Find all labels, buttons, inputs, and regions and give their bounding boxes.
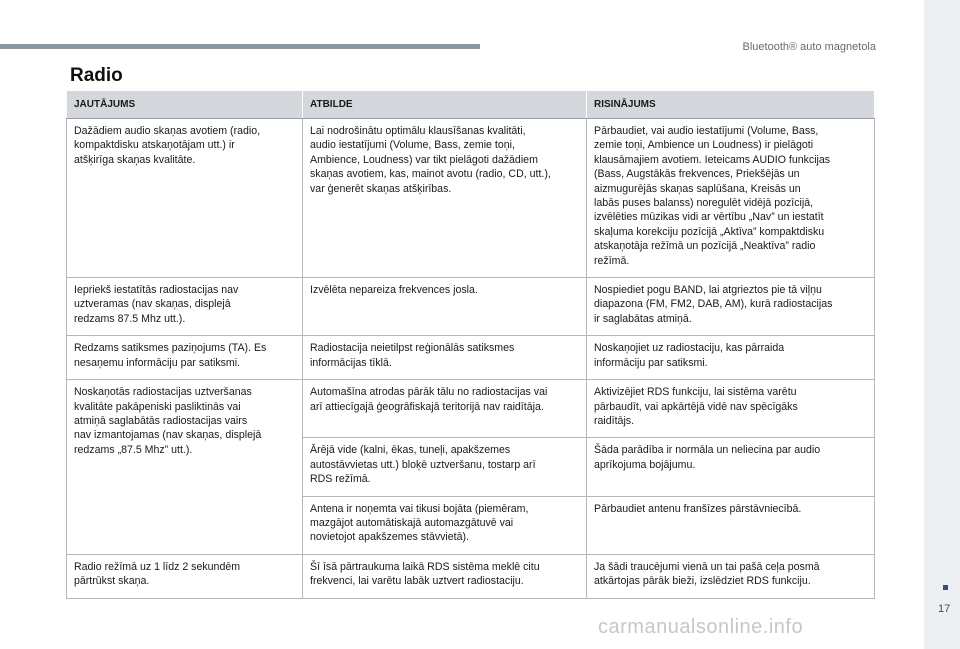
page-marker-dot — [943, 585, 948, 590]
solution-cell: Noskaņojiet uz radiostaciju, kas pārraida informāciju par satiksmi. — [587, 336, 875, 380]
question-cell: Noskaņotās radiostacijas uztveršanas kvalitāte pakāpeniski pasliktinās vai atmiņā saglabātās radiostacijas vairs nav izmantojamas (nav skaņas, displejā redzams „87.5 Mhz” utt.). — [67, 380, 303, 555]
column-header-solution: RISINĀJUMS — [587, 91, 875, 119]
column-header-question: JAUTĀJUMS — [67, 91, 303, 119]
answer-cell: Antena ir noņemta vai tikusi bojāta (piemēram, mazgājot automātiskajā automazgātuvē vai novietojot apakšzemes stāvvietā). — [303, 496, 587, 554]
question-cell: Iepriekš iestatītās radiostacijas nav uztveramas (nav skaņas, displejā redzams 87.5 Mhz utt.). — [67, 278, 303, 336]
solution-cell: Aktivizējiet RDS funkciju, lai sistēma varētu pārbaudīt, vai apkārtējā vidē nav spēcīgāks raidītājs. — [587, 380, 875, 438]
solution-cell: Pārbaudiet, vai audio iestatījumi (Volume, Bass, zemie toņi, Ambience un Loudness) ir pielāgoti klausāmajiem avotiem. Ieteicams AUDIO funkcijas (Bass, Augstākās frekvences, Priekšējās un aizmugurējās skaņas saplūšana, Kreisās un labās puses balanss) noregulēt vidējā pozīcijā, izvēlēties mūzikas vidi ar vērtību „Nav” un iestatīt skaļuma korekciju pozīcijā „Aktīva” kompaktdisku atskaņotāja režīmā un pozīcijā „Neaktīva” radio režīmā. — [587, 119, 875, 278]
page-title: Radio — [70, 65, 123, 86]
answer-cell: Lai nodrošinātu optimālu klausīšanas kvalitāti, audio iestatījumi (Volume, Bass, zemie toņi, Ambience, Loudness) var tikt pielāgoti dažādiem skaņas avotiem, kas, mainot avotu (radio, CD, utt.), var ģenerēt skaņas atšķirības. — [303, 119, 587, 278]
answer-cell: Radiostacija neietilpst reģionālās satiksmes informācijas tīklā. — [303, 336, 587, 380]
question-cell: Dažādiem audio skaņas avotiem (radio, kompaktdisku atskaņotājam utt.) ir atšķirīga skaņas kvalitāte. — [67, 119, 303, 278]
column-header-answer: ATBILDE — [303, 91, 587, 119]
page-edge-bar — [924, 0, 960, 649]
header-rule — [0, 44, 480, 49]
table-row — [67, 380, 875, 438]
solution-cell: Nospiediet pogu BAND, lai atgrieztos pie tā viļņu diapazona (FM, FM2, DAB, AM), kurā radiostacijas ir saglabātas atmiņā. — [587, 278, 875, 336]
question-cell: Redzams satiksmes paziņojums (TA). Es nesaņemu informāciju par satiksmi. — [67, 336, 303, 380]
table-row — [67, 336, 875, 380]
section-title: Bluetooth® auto magnetola — [742, 41, 876, 53]
table-header-row — [67, 91, 875, 119]
answer-cell: Izvēlēta nepareiza frekvences josla. — [303, 278, 587, 336]
solution-cell: Pārbaudiet antenu franšīzes pārstāvniecībā. — [587, 496, 875, 554]
solution-cell: Šāda parādība ir normāla un neliecina par audio aprīkojuma bojājumu. — [587, 438, 875, 496]
answer-cell: Šī īsā pārtraukuma laikā RDS sistēma meklē citu frekvenci, lai varētu labāk uztvert radiostaciju. — [303, 554, 587, 598]
troubleshooting-table — [66, 90, 875, 599]
table-row — [67, 119, 875, 278]
answer-cell: Automašīna atrodas pārāk tālu no radiostacijas vai arī attiecīgajā ģeogrāfiskajā teritorijā nav raidītāja. — [303, 380, 587, 438]
question-cell: Radio režīmā uz 1 līdz 2 sekundēm pārtrūkst skaņa. — [67, 554, 303, 598]
answer-cell: Ārējā vide (kalni, ēkas, tuneļi, apakšzemes autostāvvietas utt.) bloķē uztveršanu, tostarp arī RDS režīmā. — [303, 438, 587, 496]
table-row — [67, 278, 875, 336]
watermark: carmanualsonline.info — [598, 616, 804, 638]
solution-cell: Ja šādi traucējumi vienā un tai pašā ceļa posmā atkārtojas pārāk bieži, izslēdziet RDS funkciju. — [587, 554, 875, 598]
table-row — [67, 554, 875, 598]
page-number: 17 — [938, 603, 951, 615]
